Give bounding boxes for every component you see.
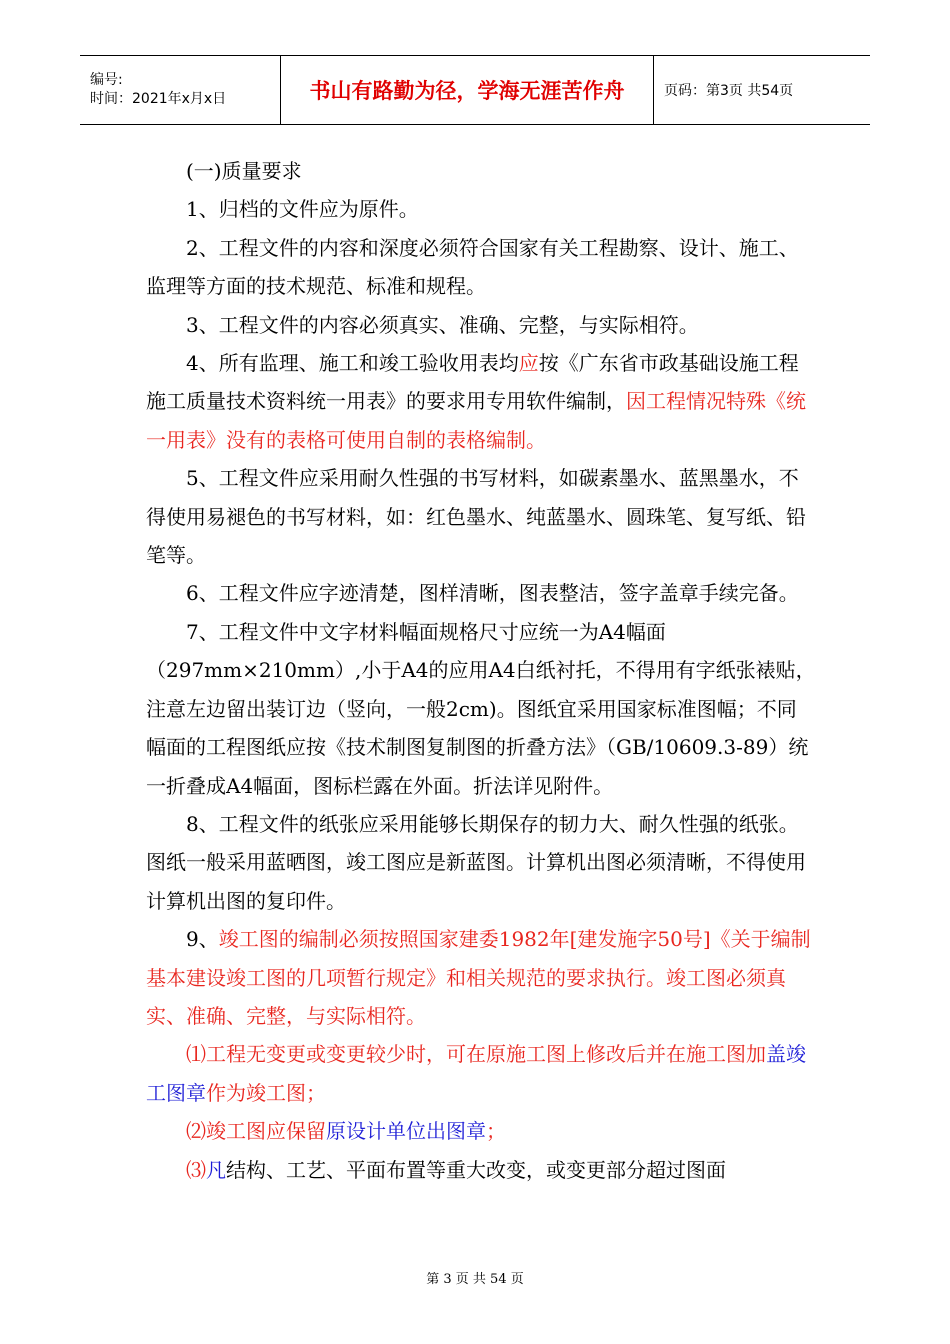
p4-text-c: 按《广东省市政基础设施工程施工质量技术资料统一用表》的要求用专用软件编制， [146,351,799,414]
paragraph-10 [146,1035,816,1112]
serial-label: 编号: [90,72,123,88]
paragraph-1: 1、归档的文件应为原件。 [186,197,419,222]
paragraph-8: 8、工程文件的纸张应采用能够长期保存的韧力大、耐久性强的纸张。图纸一般采用蓝晒图，竣工图应是新蓝图。计算机出图必须清晰，不得使用计算机出图的复印件。 [146,811,806,913]
paragraph-7: 7、工程文件中文字材料幅面规格尺寸应统一为A4幅面（297mm×210mm）,小于A4的应用A4白纸衬托，不得用有字纸张裱贴，注意左边留出装订边（竖向，一般2cm)。图纸宜采用国家标准图幅；不同幅面的工程图纸应按《技术制图复制图的折叠方法》（GB/10609.3-89）统一折叠成A4幅面，图标栏露在外面。折法详见附件。 [146,619,816,798]
footer-page-number: 第 3 页 共 54 页 [426,1272,524,1287]
paragraph-11 [146,1112,816,1150]
paragraph-5: 5、工程文件应采用耐久性强的书写材料，如碳素墨水、蓝黑墨水，不得使用易褪色的书写材料，如：红色墨水、纯蓝墨水、圆珠笔、复写纸、铅笔等。 [146,466,806,568]
p12-text-b: 凡 [206,1157,226,1182]
document-body [146,152,816,1189]
p4-text-d: 因工程情况特殊《统一用表》没有的表格可使用自制的表格编制。 [146,389,806,452]
paragraph-12 [146,1151,816,1189]
paragraph-6: 6、工程文件应字迹清楚，图样清晰，图表整洁，签字盖章手续完备。 [186,581,799,606]
paragraph-9 [146,920,816,1035]
p9-text-a: 9、 [186,927,219,952]
paragraph-4 [146,344,816,459]
p9-text-b: 竣工图的编制必须按照国家建委1982年[建发施字50号]《关于编制基本建设竣工图的几项暂行规定》和相关规范的要求执行。竣工图必须真实、准确、完整，与实际相符。 [146,927,811,1028]
p11-text-a: ⑵竣工图应保留 [186,1119,326,1144]
p10-text-b: 盖竣工图章 [146,1042,806,1105]
header-motto [281,56,654,124]
page-info-text: 页码：第3页 共54页 [664,83,794,99]
p10-text-a: ⑴工程无变更或变更较少时，可在原施工图上修改后并在施工图加 [186,1042,766,1067]
page-footer [0,1268,950,1287]
p4-text-a: 4、所有监理、施工和竣工验收用表均 [186,351,519,376]
page-header [80,55,870,125]
p11-text-b: 原设计单位出图章 [326,1119,486,1144]
date-label: 时间：2021年x月x日 [90,91,227,107]
header-page-info [654,56,870,124]
section-heading: (一)质量要求 [186,159,302,183]
paragraph-3: 3、工程文件的内容必须真实、准确、完整，与实际相符。 [186,312,699,337]
p11-text-c: ； [486,1119,506,1144]
p4-text-b: 应 [518,351,539,376]
p12-text-a: ⑶ [186,1157,206,1182]
p12-text-c: 结构、工艺、平面布置等重大改变，或变更部分超过图面 [226,1157,726,1182]
p10-text-c: 作为竣工图； [206,1080,326,1105]
paragraph-2: 2、工程文件的内容和深度必须符合国家有关工程勘察、设计、施工、监理等方面的技术规范、标准和规程。 [146,235,799,299]
motto-text: 书山有路勤为径，学海无涯苦作舟 [309,79,625,103]
header-left-cell [80,56,281,124]
